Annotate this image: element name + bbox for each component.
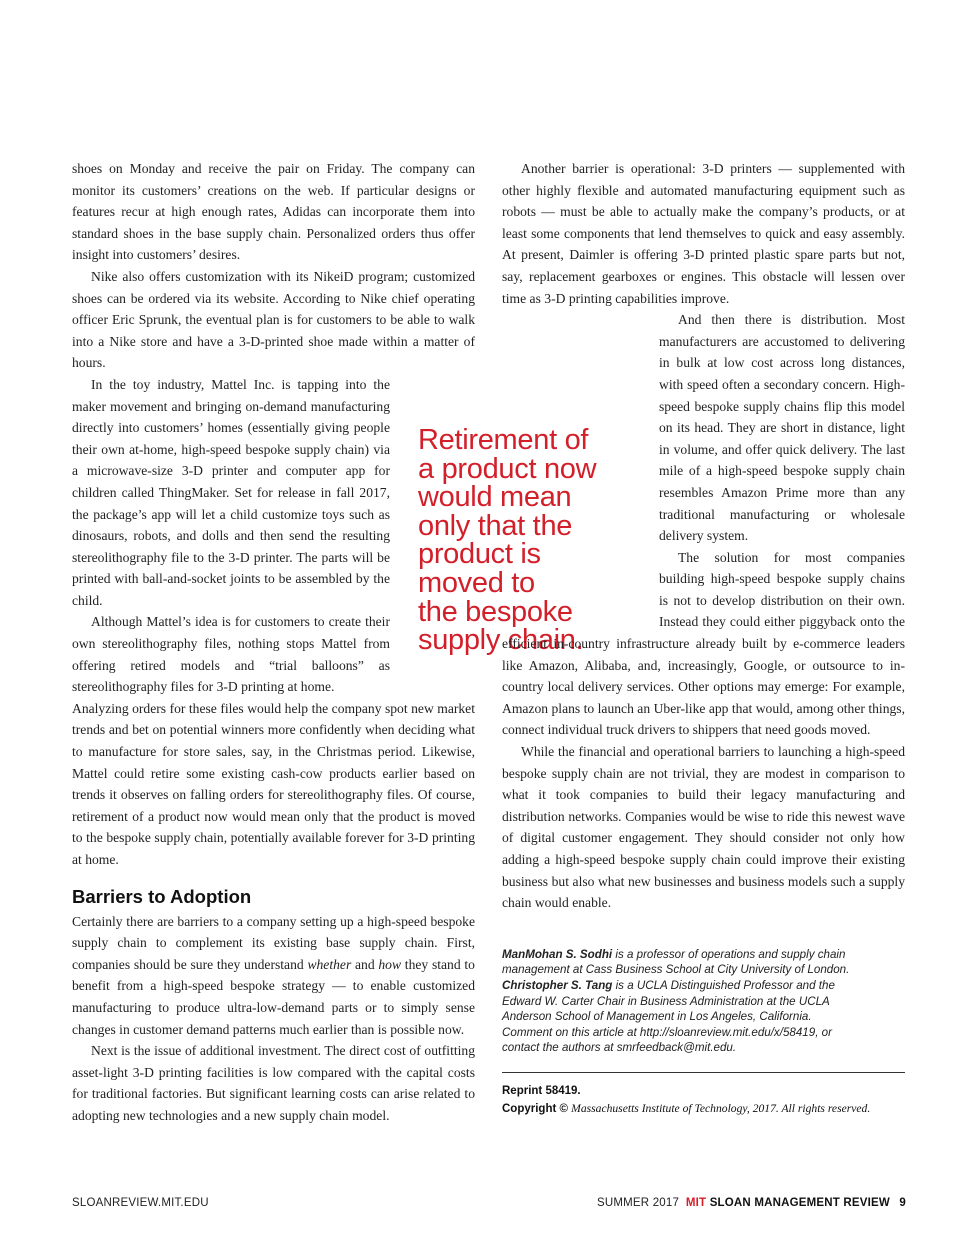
pull-quote-line: Retirement of	[418, 424, 589, 456]
paragraph: Although Mattel’s idea is for customers to create their own stereolithography files, nothing stops Mattel from offering retired models and “trial balloons” as stereolithography files for 3-D printing at home.	[72, 614, 390, 695]
paragraph: The solution for most companies building high-speed bespoke supply chains is not to develop distribution on their own. Instead they could either piggyback onto the efficient in-country infrastructure already built by e-commerce leaders like Amazon, Alibaba, and, increasingly, Google, or outsource to in-country local delivery services. Other options may emerge: For example, Amazon plans to launch an Uber-like app that would, among other things, connect individual truck drivers to shippers that need goods moved.	[502, 549, 905, 738]
author-bio: ManMohan S. Sodhi is a professor of operations and supply chain management at Cass Business School at City University of London. Christopher S. Tang is a UCLA Distinguished Professor and the Edward W. Carter Chair in Business Administration at the UCLA Anderson School of Management in Los Angeles, California. Comment on this article at http://sloanreview.mit.edu/x/58419, or contact the authors at smrfeedback@mit.edu.	[502, 947, 850, 1055]
left-column	[72, 158, 475, 1127]
pull-quote-line: a product now	[418, 452, 597, 485]
divider	[502, 1072, 905, 1073]
author-name: Christopher S. Tang	[502, 978, 613, 992]
right-column	[502, 158, 905, 1118]
paragraph: In the toy industry, Mattel Inc. is tapping into the maker movement and bringing on-demand manufacturing directly into customers’ homes (essentially giving people their own at-home, high-speed bespoke supply chain) via a microwave-size 3-D printer and computer app for children called ThingMaker. Set for release in fall 2017, the package’s app will let a child customize toys such as dinosaurs, robots, and dolls and then send the resulting stereolithography file to the 3-D printer. The parts will be printed with ball-and-socket joints to be assembled by the child.	[72, 376, 390, 608]
copyright-notice: Copyright © Massachusetts Institute of Technology, 2017. All rights reserved.	[502, 1101, 871, 1115]
pull-quote-line: only that the	[418, 509, 573, 542]
paragraph: Another barrier is operational: 3-D printers — supplemented with other highly flexible and automated manufacturing equipment such as robots — must be able to actually make the company’s products, or at least some components that lend themselves to quick and easy assembly. At present, Daimler is offering 3-D printed plastic spare parts but not, say, replacement gearboxes or engines. This obstacle will lessen over time as 3-D printing capabilities improve.	[502, 161, 905, 306]
paragraph: shoes on Monday and receive the pair on Friday. The company can monitor its customers’ creations on the web. If particular designs or features recur at high enough rates, Adidas can incorporate them into standard shoes in the base supply chain. Personalized orders thus offer insight into customers’ desires.	[72, 161, 475, 263]
pull-quote-line: supply chain.	[418, 624, 584, 657]
publication-name: SLOAN MANAGEMENT REVIEW	[709, 1197, 890, 1209]
paragraph: Certainly there are barriers to a company setting up a high-speed bespoke supply chain to complement its existing base supply chain. First, companies should be sure they understand whether and how they stand to benefit from a high-speed bespoke strategy — to enable customized manufacturing to produce ultra-low-demand parts or to simply sense changes in customer demand patterns much earlier than is possible now.	[72, 913, 475, 1037]
mit-logo-text: MIT	[685, 1197, 707, 1209]
issue-date: SUMMER 2017	[596, 1197, 680, 1209]
paragraph: Next is the issue of additional investment. The direct cost of outfitting asset-light 3-D printing facilities is low compared with the capital costs for traditional factories. But significant learning costs can arise related to adopting new technologies and a new supply chain model.	[72, 1043, 475, 1123]
footer-url: SLOANREVIEW.MIT.EDU	[72, 1197, 209, 1209]
pull-quote-line: moved to	[418, 566, 535, 599]
pull-quote-line: the bespoke	[418, 595, 573, 628]
paragraph: Analyzing orders for these files would help the company spot new market trends and bet on potential winners more confidently when deciding what to manufacture for store sales, say, in the Christmas period. Likewise, Mattel could retire some existing cash-cow products earlier based on trends it observes on falling orders for stereolithography files. Of course, retirement of a product now would mean only that the product is moved to the bespoke supply chain, potentially available forever for 3-D printing at home.	[72, 700, 475, 867]
page-number: 9	[899, 1197, 906, 1209]
paragraph: Nike also offers customization with its NikeiD program; customized shoes can be ordered via its website. According to Nike chief operating officer Eric Sprunk, the eventual plan is for customers to be able to walk into a Nike store and have a 3-D-printed shoe made within a matter of hours.	[72, 268, 475, 371]
pull-quote-line: product is	[418, 538, 541, 571]
pull-quote-line: would mean	[418, 481, 572, 514]
paragraph: And then there is distribution. Most manufacturers are accustomed to delivering in bulk at low cost across long distances, with speed often a secondary concern. High-speed bespoke supply chains flip this model on its head. They are short in distance, light in volume, and offer quick delivery. The last mile of a high-speed bespoke supply chain resembles Amazon Prime more than any traditional manufacturing or wholesale delivery system.	[659, 312, 905, 544]
footer-publication	[597, 1197, 906, 1209]
reprint-number: Reprint 58419.	[502, 1084, 581, 1097]
author-name: ManMohan S. Sodhi	[502, 947, 613, 961]
paragraph: While the financial and operational barriers to launching a high-speed bespoke supply chain are not trivial, they are modest in comparison to what it took companies to build their legacy manufacturing and distribution networks. Companies would be wise to ride this newest wave of digital customer engagement. They should consider not only how adding a high-speed bespoke supply chain could improve their existing business but also what new businesses and business models such a supply chain would enable.	[502, 744, 905, 911]
section-heading: Barriers to Adoption	[72, 885, 252, 907]
